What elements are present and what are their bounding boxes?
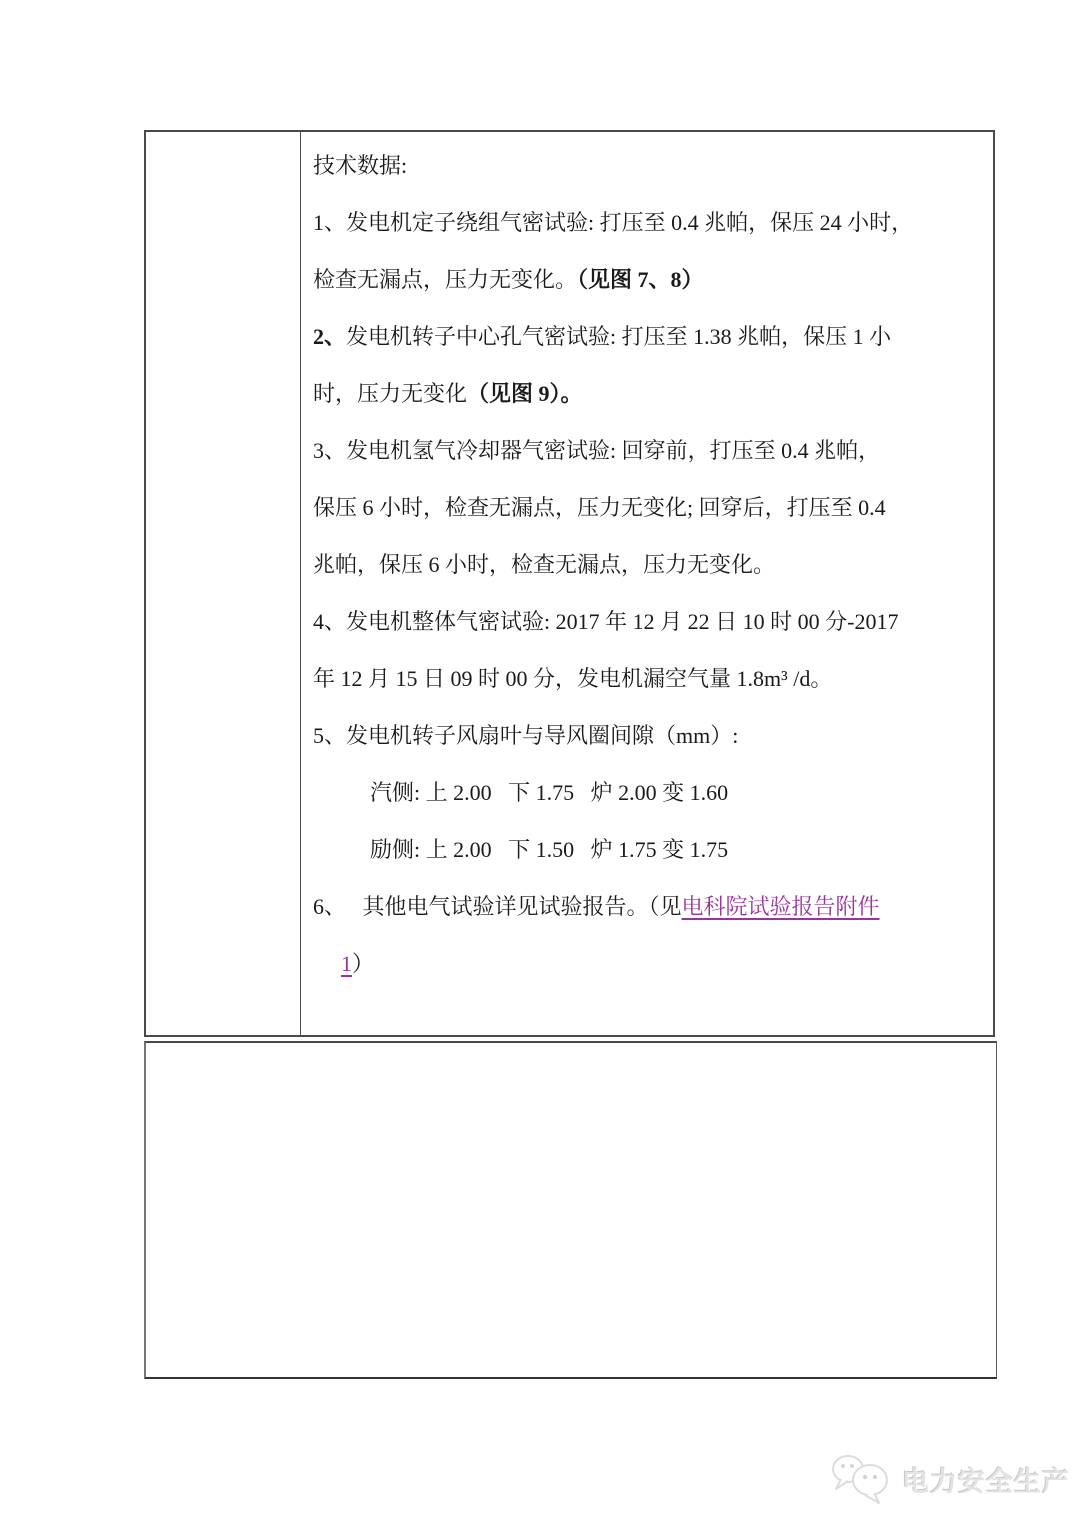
chat-bubbles-icon (828, 1452, 894, 1506)
watermark-text: 电力安全生产 (902, 1466, 1070, 1497)
text-line (313, 251, 987, 308)
text-line (313, 308, 987, 365)
text-line (313, 365, 987, 422)
text-segment: 检查无漏点，压力无变化。 (313, 267, 578, 292)
text-segment: 时，压力无变化 (313, 381, 468, 406)
text-segment: 年 12 月 15 日 09 时 00 分，发电机漏空气量 1.8m³ /d。 (313, 666, 833, 691)
text-segment: 励侧: 上 2.00 下 1.50 炉 1.75 变 1.75 (370, 837, 729, 862)
empty-table-section (144, 1041, 997, 1379)
text-segment-bold: 2、 (313, 324, 347, 349)
report-attachment-link-continued[interactable]: 1 (341, 951, 352, 976)
text-segment: ） (352, 951, 375, 976)
text-line (313, 422, 987, 479)
watermark (828, 1452, 1070, 1506)
table-left-empty-cell (146, 132, 301, 1035)
text-line (313, 536, 987, 593)
technical-data-table (144, 130, 995, 1037)
text-segment: 兆帕，保压 6 小时，检查无漏点，压力无变化。 (313, 552, 776, 577)
text-line-clearance-exciter-side (313, 821, 987, 878)
text-line (313, 479, 987, 536)
text-line-clearance-turbine-side (313, 764, 987, 821)
text-line (313, 650, 987, 707)
text-segment: 6、 其他电气试验详见试验报告。（见 (313, 894, 682, 919)
text-segment: 保压 6 小时，检查无漏点，压力无变化; 回穿后，打压至 0.4 (313, 495, 886, 520)
text-line (313, 878, 987, 935)
text-segment: 技术数据: (313, 153, 408, 178)
report-attachment-link[interactable]: 电科院试验报告附件 (681, 894, 880, 919)
technical-data-cell (301, 132, 993, 1035)
text-segment: 发电机转子中心孔气密试验: 打压至 1.38 兆帕，保压 1 小 (346, 324, 892, 349)
text-segment: 5、发电机转子风扇叶与导风圈间隙（mm）: (313, 723, 739, 748)
text-segment: 汽侧: 上 2.00 下 1.75 炉 2.00 变 1.60 (370, 780, 729, 805)
text-segment: 4、发电机整体气密试验: 2017 年 12 月 22 日 10 时 00 分-2017 (313, 609, 899, 634)
text-segment-bold: （见图 9）。 (467, 381, 583, 406)
text-segment: 3、发电机氢气冷却器气密试验: 回穿前，打压至 0.4 兆帕， (313, 438, 881, 463)
text-line (313, 935, 987, 992)
text-segment-bold: （见图 7、8） (577, 267, 704, 292)
text-line (313, 194, 987, 251)
text-line (313, 707, 987, 764)
text-line (313, 137, 987, 194)
text-line (313, 593, 987, 650)
text-segment: 1、发电机定子绕组气密试验: 打压至 0.4 兆帕，保压 24 小时， (313, 210, 914, 235)
